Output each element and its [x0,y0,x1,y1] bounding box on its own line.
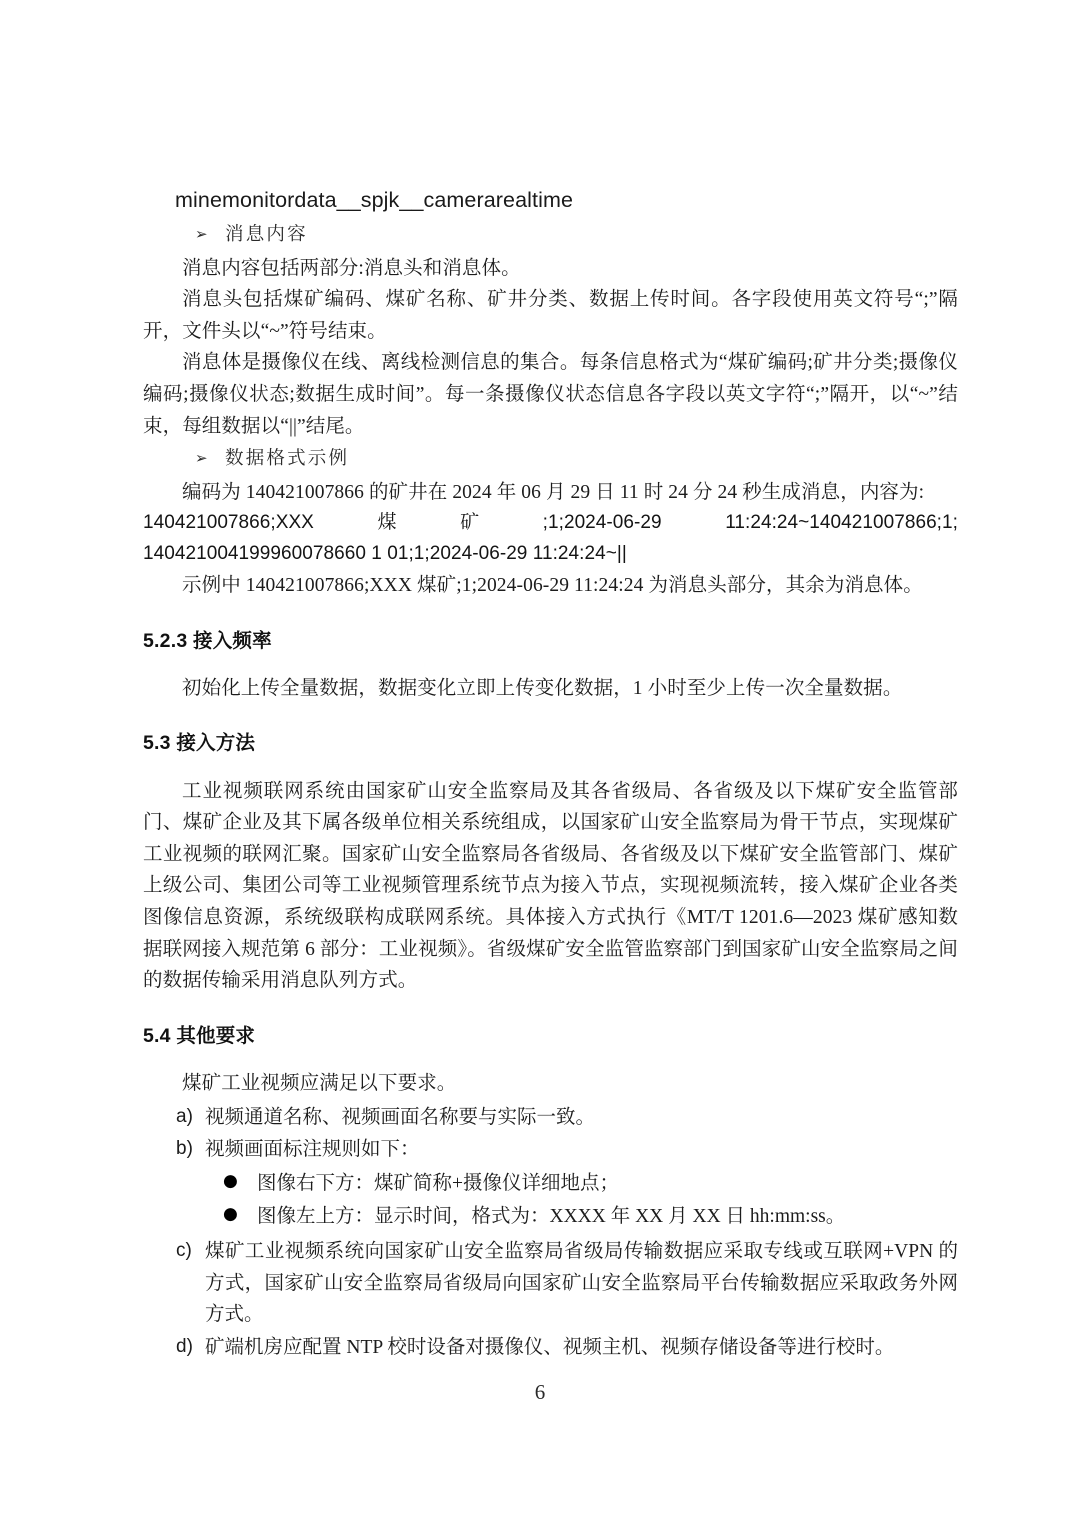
page-number: 6 [534,1380,546,1404]
list-item-text: 矿端机房应配置 NTP 校时设备对摄像仪、视频主机、视频存储设备等进行校时。 [205,1336,895,1358]
list-item-marker: b) [176,1138,193,1160]
section-5-2-3-body: 初始化上传全量数据，数据变化立即上传变化数据，1 小时至少上传一次全量数据。 [182,677,903,699]
filled-circle-bullet-icon: ● [223,1170,238,1191]
data-example-seg-1: 煤 [377,512,397,534]
data-example-heading-label: 数据格式示例 [225,449,350,470]
list-item [143,1332,958,1364]
annotation-rules-sublist [205,1168,958,1233]
list-item-marker: a) [176,1105,193,1127]
section-heading-5-4: 5.4 其他要求 [143,1024,256,1047]
data-example-line-1 [143,508,958,539]
data-example-explanation: 示例中 140421007866;XXX 煤矿;1;2024-06-29 11:24:24 为消息头部分，其余为消息体。 [182,574,923,596]
list-item-text: 视频画面标注规则如下： [205,1139,420,1161]
message-content-paragraph-1: 消息内容包括两部分:消息头和消息体。 [182,257,521,279]
list-item-marker: c) [176,1239,192,1261]
filled-circle-bullet-icon: ● [223,1204,238,1225]
list-item [205,1201,958,1233]
list-item [205,1168,958,1200]
data-example-line-2: 140421004199960078660 1 01;1;2024-06-29 11:24:24~|| [143,543,627,565]
list-item [143,1134,958,1235]
list-item-marker: d) [176,1335,193,1357]
message-content-paragraph-2: 消息头包括煤矿编码、煤矿名称、矿井分类、数据上传时间。各字段使用英文符号“;”隔开，文件头以“~”符号结束。 [143,289,958,342]
sublist-item-text: 图像右下方：煤矿简称+摄像仪详细地点； [257,1172,619,1194]
list-item-text: 视频通道名称、视频画面名称要与实际一致。 [205,1106,596,1128]
data-example-block [143,508,958,570]
list-item [143,1102,958,1134]
arrow-bullet-icon: ➢ [195,449,208,468]
sublist-item-text: 图像左上方：显示时间，格式为：XXXX 年 XX 月 XX 日 hh:mm:ss。 [257,1206,846,1228]
section-heading-5-2-3: 5.2.3 接入频率 [143,629,272,652]
topic-code-title: minemonitordata__spjk__camerarealtime [175,188,574,212]
list-item-text: 煤矿工业视频系统向国家矿山安全监察局省级局传输数据应采取专线或互联网+VPN 的方式，国家矿山安全监察局省级局向国家矿山安全监察局平台传输数据应采取政务外网方式。 [205,1240,958,1326]
list-item-text-group [205,1134,958,1235]
page-content [143,186,958,1364]
data-example-seg-3: ;1;2024-06-29 [542,512,662,534]
message-content-heading-label: 消息内容 [225,225,308,246]
section-5-4-intro: 煤矿工业视频应满足以下要求。 [182,1073,457,1095]
data-example-intro: 编码为 140421007866 的矿井在 2024 年 06 月 29 日 11 时 24 分 24 秒生成消息，内容为: [182,481,925,503]
message-content-arrow-heading [195,221,958,250]
section-5-3-body: 工业视频联网系统由国家矿山安全监察局及其各省级局、各省级及以下煤矿安全监管部门、煤矿企业及其下属各级单位相关系统组成，以国家矿山安全监察局为骨干节点，实现煤矿工业视频的联网汇聚。国家矿山安全监察局各省级局、各省级及以下煤矿安全监管部门、煤矿上级公司、集团公司等工业视频管理系统节点为接入节点，实现视频流转，接入煤矿企业各类图像信息资源，系统级联构成联网系统。具体接入方式执行《MT/T 1201.6—2023 煤矿感知数据联网接入规范第 6 部分：工业视频》。省级煤矿安全监管监察部门到国家矿山安全监察局之间的数据传输采用消息队列方式。 [143,780,958,992]
data-example-arrow-heading [195,445,958,474]
other-requirements-list [143,1102,958,1364]
message-content-paragraph-3: 消息体是摄像仪在线、离线检测信息的集合。每条信息格式为“煤矿编码;矿井分类;摄像仪编码;摄像仪状态;数据生成时间”。每一条摄像仪状态信息各字段以英文字符“;”隔开，以“~”结束，每组数据以“||”结尾。 [143,352,958,437]
list-item [143,1236,958,1331]
data-example-seg-0: 140421007866;XXX [143,512,314,534]
section-heading-5-3: 5.3 接入方法 [143,732,256,755]
data-example-seg-2: 矿 [460,512,480,534]
data-example-seg-4: 11:24:24~140421007866;1; [725,512,958,534]
arrow-bullet-icon: ➢ [195,225,208,244]
